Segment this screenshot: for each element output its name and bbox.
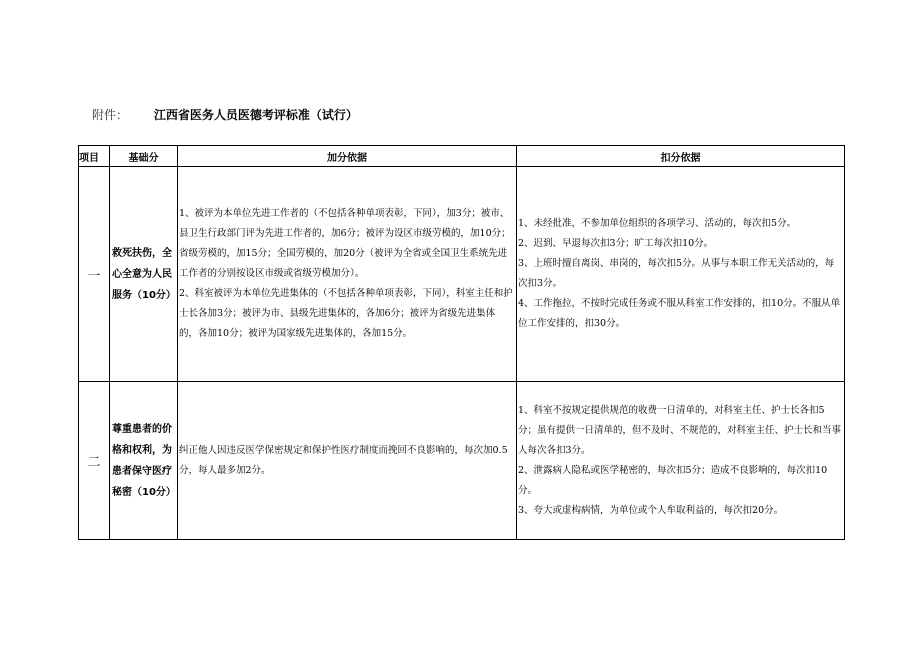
bonus-clause: 1、被评为本单位先进工作者的（不包括各种单项表彰，下同），加3分；被市、县卫生行政部门评为先进工作者的，加6分；被评为设区市级劳模的，加10分；省级劳模的，加15分；全国劳模的，加20分（被评为全省或全国卫生系统先进工作者的分别按设区市级或省级劳模加分）。 xyxy=(179,208,511,279)
base-score-cell: 尊重患者的价格和权利，为患者保守医疗秘密（10分） xyxy=(110,382,178,540)
deduction-clause: 1、科室不按规定提供规范的收费一日清单的，对科室主任、护士长各扣5分；虽有提供一日清单的，但不及时、不规范的，对科室主任、护士长和当事人每次各扣3分。 xyxy=(518,404,842,456)
base-score-cell: 救死扶伤，全心全意为人民服务（10分） xyxy=(110,167,178,382)
deduction-clause: 2、迟到、早退每次扣3分；旷工每次扣10分。 xyxy=(518,238,714,249)
column-header-base-score: 基础分 xyxy=(110,146,178,167)
annex-label: 附件： xyxy=(92,108,129,122)
deduction-clause: 3、上班时擅自离岗、串岗的，每次扣5分。从事与本职工作无关活动的，每次扣3分。 xyxy=(518,258,835,289)
table-row xyxy=(79,382,845,540)
item-number: 一 xyxy=(79,167,110,382)
bonus-clause: 2、科室被评为本单位先进集体的（不包括各种单项表彰，下同），科室主任和护士长各加3分；被评为市、县级先进集体的，各加6分；被评为省级先进集体的，各加10分；被评为国家级先进集体的，各加15分。 xyxy=(179,288,513,339)
column-header-bonus-criteria: 加分依据 xyxy=(178,146,517,167)
deduction-clause: 1、未经批准，不参加单位组织的各项学习、活动的，每次扣5分。 xyxy=(518,218,797,229)
bonus-clause: 纠正他人因违反医学保密规定和保护性医疗制度而挽回不良影响的，每次加0.5分，每人最多加2分。 xyxy=(179,444,508,476)
item-number: 二 xyxy=(79,382,110,540)
bonus-criteria-cell xyxy=(178,382,517,540)
deduction-clause: 3、夸大或虚构病情，为单位或个人牟取利益的，每次扣20分。 xyxy=(518,504,784,516)
deduction-criteria-cell xyxy=(517,382,845,540)
column-header-item: 项目 xyxy=(79,146,110,167)
bonus-criteria-cell xyxy=(178,167,517,382)
document-heading xyxy=(92,106,358,123)
deduction-clause: 4、工作拖拉，不按时完成任务或不服从科室工作安排的，扣10分。不服从单位工作安排的，扣30分。 xyxy=(518,298,841,329)
column-header-deduction-criteria: 扣分依据 xyxy=(517,146,845,167)
table-header-row xyxy=(79,146,845,167)
document-title: 江西省医务人员医德考评标准（试行） xyxy=(153,108,358,122)
table-row xyxy=(79,167,845,382)
deduction-clause: 2、泄露病人隐私或医学秘密的，每次扣5分；造成不良影响的，每次扣10分。 xyxy=(518,464,828,496)
evaluation-standard-table xyxy=(78,145,845,540)
deduction-criteria-cell xyxy=(517,167,845,382)
